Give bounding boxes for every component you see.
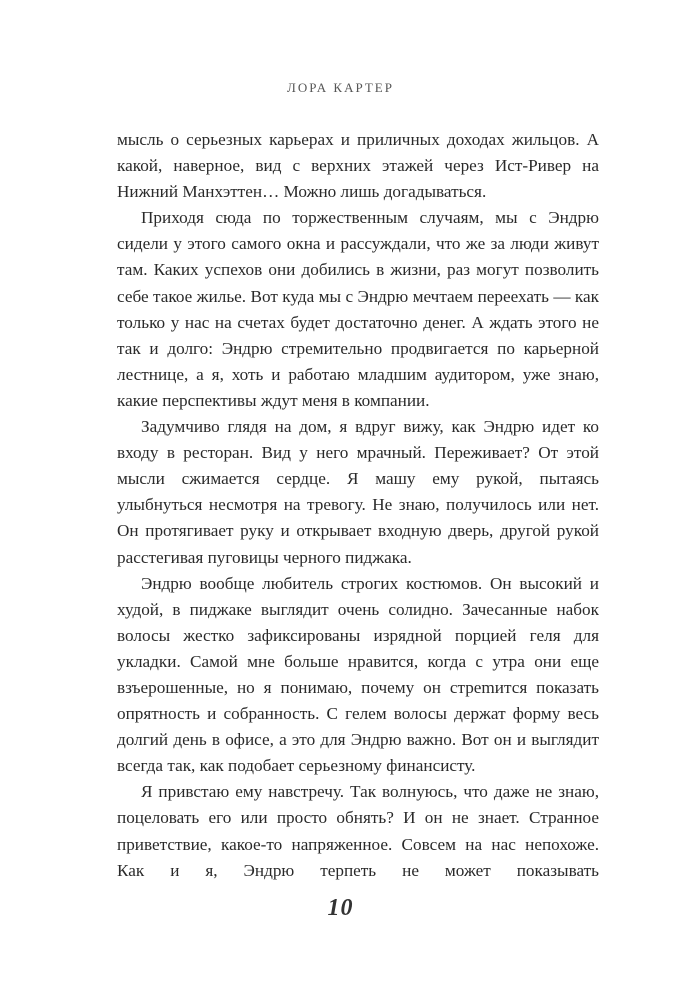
paragraph-4: Эндрю вообще любитель строгих костюмов. Он высокий и худой, в пиджаке выглядит очень солидно. Зачесанные набок волосы жестко зафиксированы изрядной порцией геля для укладки. Самой мне больше нравится, когда с утра они еще взъерошенные, но я понимаю, почему он стреmится показать опрятность и собранность. С гелем волосы держат форму весь долгий день в офисе, а это для Эндрю важно. Вот он и выглядит всегда так, как подобает серьезному финансисту.: [117, 573, 599, 776]
paragraph-1: мысль о серьезных карьерах и приличных доходах жильцов. А какой, наверное, вид с верхних этажей через Ист-Ривер на Нижний Манхэттен… Можно лишь догадываться.: [117, 130, 599, 202]
body-text: [117, 127, 599, 884]
paragraph-3: Задумчиво глядя на дом, я вдруг вижу, как Эндрю идет ко входу в ресторан. Вид у него мрачный. Переживает? От этой мысли сжимается сердце. Я машу ему рукой, пытаясь улыбнуться несмотря на тревогу. Не знаю, получилось или нет. Он протягивает руку и открывает входную дверь, другой рукой расстегивая пуговицы черного пиджака.: [117, 417, 599, 567]
page-number: 10: [327, 895, 354, 921]
running-header: ЛОРА КАРТЕР: [287, 80, 394, 95]
paragraph-2: Приходя сюда по торжественным случаям, мы с Эндрю сидели у этого самого окна и рассуждали, что же за люди живут там. Каких успехов они добились в жизни, раз могут позволить себе такое жилье. Вот куда мы с Эндрю мечтаем переехать — как только у нас на счетах будет достаточно денег. А ждать этого не так и долго: Эндрю стремительно продвигается по карьерной лестнице, а я, хоть и работаю младшим аудитором, уже знаю, какие перспективы ждут меня в компании.: [117, 208, 599, 410]
paragraph-5: Я привстаю ему навстречу. Так волнуюсь, что даже не знаю, поцеловать его или просто обнять? И он не знает. Странное приветствие, какое-то напряженное. Совсем на нас непохоже. Как и я, Эндрю терпеть не может показывать: [117, 782, 599, 880]
